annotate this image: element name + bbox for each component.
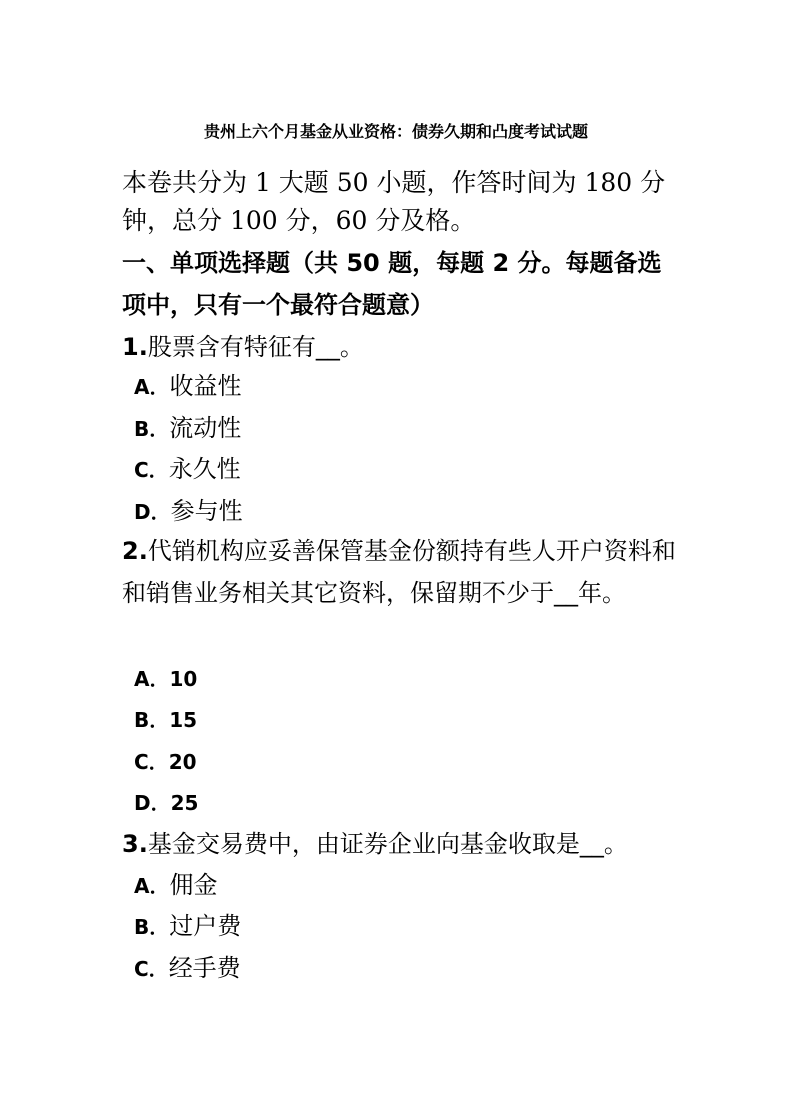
option-letter: A． [134, 874, 170, 898]
option-letter: B． [134, 708, 170, 732]
question-3 [122, 823, 692, 865]
question-2-option-b [134, 699, 197, 740]
option-text: 收益性 [169, 372, 242, 400]
question-1-option-c [134, 449, 241, 490]
question-1-option-d [134, 491, 243, 532]
option-letter: C． [134, 458, 169, 482]
option-text: 流动性 [169, 414, 242, 442]
option-text: 15 [169, 708, 198, 732]
option-text: 经手费 [168, 954, 241, 982]
option-letter: B． [134, 915, 170, 939]
question-text: 基金交易费中，由证券企业向基金收取是__。 [147, 830, 628, 858]
question-2-option-a [134, 658, 197, 699]
option-text: 佣金 [169, 871, 218, 899]
question-1 [122, 326, 692, 368]
question-text: 股票含有特征有__。 [147, 333, 364, 361]
question-2 [122, 530, 692, 614]
question-3-option-a [134, 865, 217, 906]
question-number: 2. [122, 537, 148, 565]
option-letter: A． [134, 375, 170, 399]
option-letter: C． [134, 957, 169, 981]
question-3-option-b [134, 906, 241, 947]
option-letter: D． [134, 500, 171, 524]
question-2-option-c [134, 741, 197, 782]
question-1-option-a [134, 366, 241, 407]
question-2-option-d [134, 782, 198, 823]
option-text: 永久性 [168, 455, 241, 483]
exam-intro: 本卷共分为 1 大题 50 小题，作答时间为 180 分钟，总分 100 分，60 分及格。 [122, 168, 666, 235]
question-number: 3. [122, 830, 148, 858]
option-letter: D． [134, 791, 171, 815]
option-text: 20 [168, 750, 197, 774]
option-letter: B． [134, 417, 170, 441]
question-text: 代销机构应妥善保管基金份额持有些人开户资料和和销售业务相关其它资料，保留期不少于__年。 [122, 537, 676, 607]
option-letter: C． [134, 750, 169, 774]
option-text: 10 [169, 667, 198, 691]
option-letter: A． [134, 667, 170, 691]
option-text: 25 [170, 791, 199, 815]
section-heading: 一、单项选择题（共 50 题，每题 2 分。每题备选项中，只有一个最符合题意） [122, 249, 662, 319]
question-3-option-c [134, 948, 241, 989]
question-number: 1. [122, 333, 148, 361]
option-text: 参与性 [170, 497, 243, 525]
option-text: 过户费 [169, 912, 242, 940]
document-title: 贵州上六个月基金从业资格：债券久期和凸度考试试题 [203, 122, 588, 141]
question-1-option-b [134, 408, 241, 449]
